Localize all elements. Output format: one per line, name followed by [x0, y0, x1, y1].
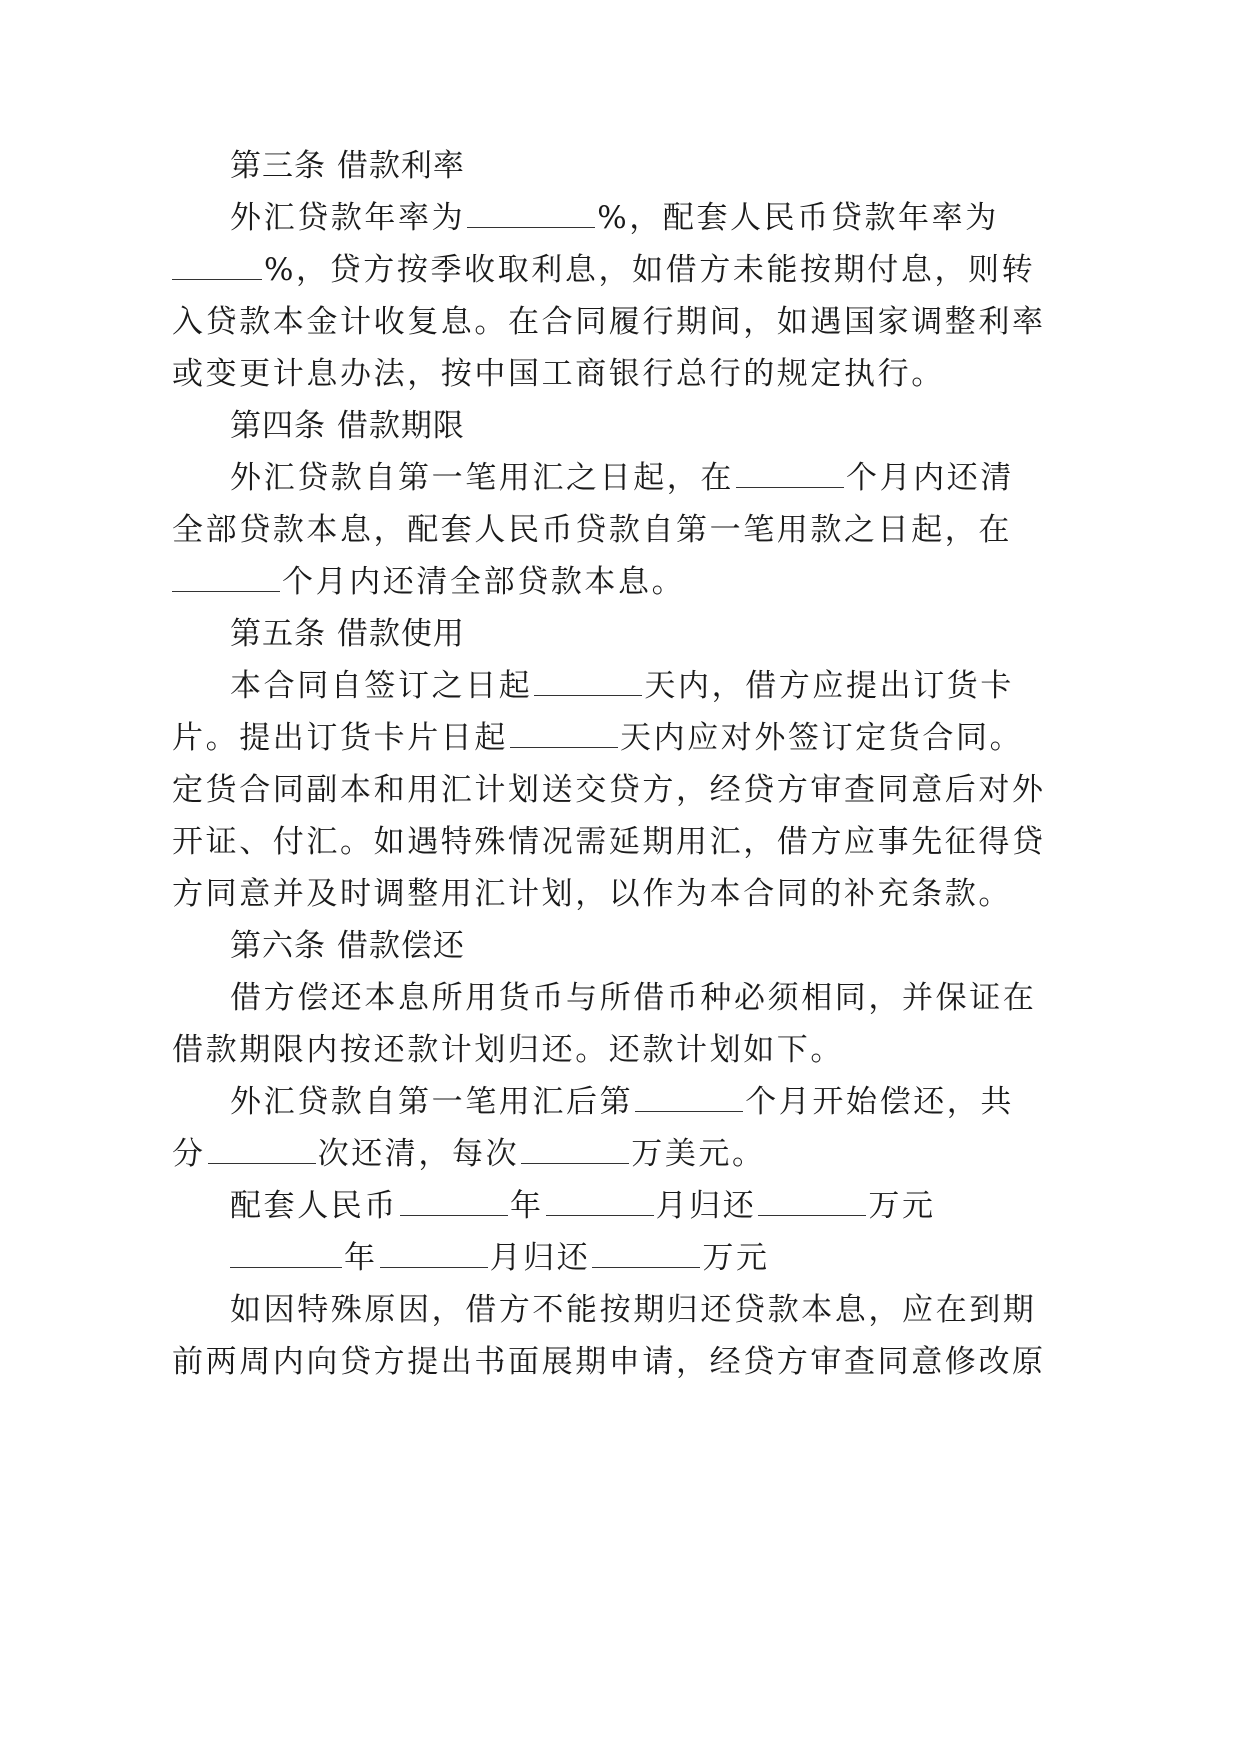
fill-in-blank[interactable] [208, 1137, 316, 1164]
article-3-line-1 [230, 198, 999, 238]
text-segment: 月归还 [655, 1188, 757, 1224]
fill-in-blank[interactable] [635, 1085, 743, 1112]
article-6-line-5 [230, 1186, 936, 1226]
article-3-heading: 第三条 借款利率 [230, 148, 465, 184]
fill-in-blank[interactable] [172, 253, 262, 280]
text-segment: 个月开始偿还，共 [745, 1084, 1015, 1120]
text-segment: 万元 [702, 1240, 770, 1276]
text-segment: 天内应对外签订定货合同。 [620, 720, 1024, 756]
fill-in-blank[interactable] [400, 1189, 508, 1216]
text-segment: 年 [344, 1240, 378, 1276]
text-segment: 天内，借方应提出订货卡 [644, 668, 1015, 704]
text-segment: 万美元。 [631, 1136, 766, 1172]
article-6-line-4 [172, 1134, 766, 1174]
fill-in-blank[interactable] [521, 1137, 629, 1164]
text-segment: 次还清，每次 [317, 1136, 520, 1172]
text-segment: 片。提出订货卡片日起 [172, 720, 508, 756]
article-6-heading: 第六条 借款偿还 [230, 928, 465, 964]
text-segment: 配套人民币 [230, 1188, 398, 1224]
article-3-line-4: 或变更计息办法，按中国工商银行总行的规定执行。 [172, 356, 945, 392]
text-segment: 外汇贷款自第一笔用汇后第 [230, 1084, 634, 1120]
fill-in-blank[interactable] [592, 1241, 700, 1268]
article-4-line-3 [172, 562, 685, 602]
text-segment: 万元 [868, 1188, 936, 1224]
text-segment: 分 [172, 1136, 206, 1172]
article-6-line-3 [230, 1082, 1014, 1122]
article-6-line-8: 前两周内向贷方提出书面展期申请，经贷方审查同意修改原 [172, 1344, 1046, 1380]
text-segment: 个月内还清全部贷款本息。 [282, 564, 686, 600]
article-6-line-1: 借方偿还本息所用货币与所借币种必须相同，并保证在 [230, 980, 1037, 1016]
article-6-line-2: 借款期限内按还款计划归还。还款计划如下。 [172, 1032, 844, 1068]
article-5-line-2 [172, 718, 1023, 758]
fill-in-blank[interactable] [380, 1241, 488, 1268]
text-segment: 外汇贷款自第一笔用汇之日起，在 [230, 460, 734, 496]
text-segment: 外汇贷款年率为 [230, 200, 466, 236]
fill-in-blank[interactable] [736, 461, 844, 488]
article-5-heading: 第五条 借款使用 [230, 616, 465, 652]
text-segment: 本合同自签订之日起 [230, 668, 533, 704]
article-3-line-3: 入贷款本金计收复息。在合同履行期间，如遇国家调整利率 [172, 304, 1046, 340]
fill-in-blank[interactable] [534, 669, 642, 696]
article-5-line-3: 定货合同副本和用汇计划送交贷方，经贷方审查同意后对外 [172, 772, 1046, 808]
article-5-line-5: 方同意并及时调整用汇计划，以作为本合同的补充条款。 [172, 876, 1012, 912]
article-4-heading: 第四条 借款期限 [230, 408, 465, 444]
text-segment: 年 [510, 1188, 544, 1224]
text-segment: 个月内还清 [846, 460, 1014, 496]
article-5-line-1 [230, 666, 1014, 706]
article-4-line-2: 全部贷款本息，配套人民币贷款自第一笔用款之日起，在 [172, 512, 1012, 548]
fill-in-blank[interactable] [467, 201, 595, 228]
text-segment: %，配套人民币贷款年率为 [597, 200, 999, 236]
fill-in-blank[interactable] [510, 721, 618, 748]
text-segment: 月归还 [489, 1240, 591, 1276]
article-5-line-4: 开证、付汇。如遇特殊情况需延期用汇，借方应事先征得贷 [172, 824, 1046, 860]
article-6-line-6 [230, 1238, 770, 1278]
fill-in-blank[interactable] [230, 1241, 342, 1268]
article-3-line-2 [172, 250, 1035, 290]
article-6-line-7: 如因特殊原因，借方不能按期归还贷款本息，应在到期 [230, 1292, 1037, 1328]
text-segment: %，贷方按季收取利息，如借方未能按期付息，则转 [264, 252, 1036, 288]
fill-in-blank[interactable] [758, 1189, 866, 1216]
fill-in-blank[interactable] [172, 565, 280, 592]
article-4-line-1 [230, 458, 1014, 498]
fill-in-blank[interactable] [546, 1189, 654, 1216]
